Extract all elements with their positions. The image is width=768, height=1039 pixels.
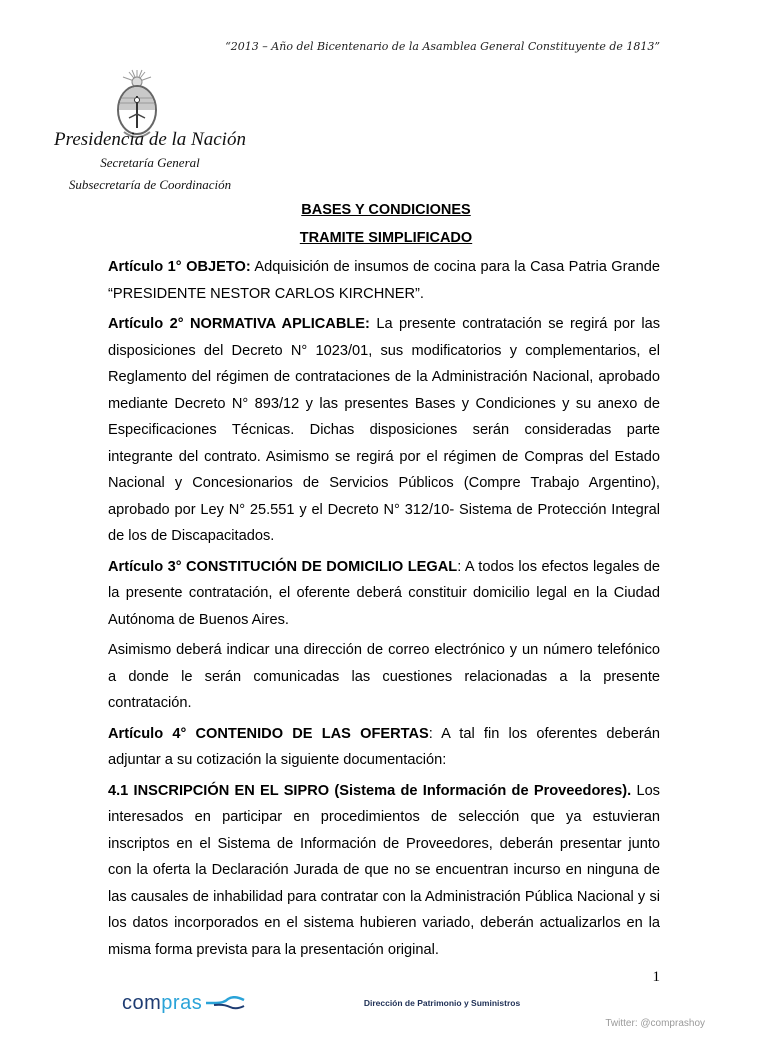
article-label: 4.1 INSCRIPCIÓN EN EL SIPRO (Sistema de Información de Proveedores). (108, 782, 632, 799)
footer-direccion: Dirección de Patrimonio y Suministros (363, 998, 521, 1008)
document-body (108, 254, 660, 963)
compras-logo-part1: com (122, 992, 162, 1014)
article-text: Adquisición de insumos de cocina para la Casa Patria Grande “PRESIDENTE NESTOR CARLOS KIRCHNER”. (108, 259, 660, 302)
secretaria-name: Secretaría General (100, 155, 200, 170)
document-subtitle: TRAMITE SIMPLIFICADO (299, 230, 473, 246)
article-label: Artículo 2° NORMATIVA APLICABLE: (108, 316, 370, 332)
article-label: Artículo 3° CONSTITUCIÓN DE DOMICILIO LEGAL (108, 558, 458, 575)
article-3 (108, 554, 660, 634)
document-title: BASES Y CONDICIONES (301, 202, 471, 218)
article-1 (108, 254, 660, 307)
article-text: : A todos los efectos legales de la presente contratación, el oferente deberá constituir domicilio legal en la Ciudad Autónoma de Buenos Aires. (108, 558, 660, 628)
subsecretaria-name: Subsecretaría de Coordinación (68, 177, 232, 192)
article-2 (108, 311, 660, 550)
compras-wave-icon (206, 996, 246, 1010)
compras-logo-part2: pras (161, 992, 203, 1014)
article-label: Artículo 1° OBJETO: (108, 259, 251, 275)
page-number: 1 (652, 969, 660, 985)
footer-twitter: Twitter: @comprashoy (605, 1018, 705, 1029)
article-3-continued (108, 637, 660, 717)
compras-logo (122, 991, 246, 1015)
header-quote: “2013 – Año del Bicentenario de la Asamblea General Constituyente de 1813” (225, 40, 660, 53)
article-4 (108, 721, 660, 774)
org-name: Presidencia de la Nación (54, 129, 246, 150)
article-text: Asimismo deberá indicar una dirección de correo electrónico y un número telefónico a donde le serán comunicadas las cuestiones relacionadas a la presente contratación. (108, 642, 660, 711)
article-text: Los interesados en participar en procedimientos de selección que ya estuvieran inscriptos en el Sistema de Información de Proveedores, deberán presentar junto con la oferta la Declaración Jurada de que no se encuentran incurso en ninguna de las causales de inhabilidad para contratar con la Administración Pública Nacional y si los datos incorporados en el sistema hubieren variado, deberán actualizarlos en la misma forma prevista para la presentación original. (108, 782, 660, 958)
article-text: : A tal fin los oferentes deberán adjuntar a su cotización la siguiente documentación: (108, 725, 660, 768)
article-text: La presente contratación se regirá por las disposiciones del Decreto N° 1023/01, sus modificatorios y complementarios, el Reglamento del régimen de contrataciones de la Administración Nacional, aprobado mediante Decreto N° 893/12 y las presentes Bases y Condiciones y su anexo de Especificaciones Técnicas. Dichas disposiciones serán consideradas parte integrante del contrato. Asimismo se regirá por el régimen de Compras del Estado Nacional y Concesionarios de Servicios Públicos (Compre Trabajo Argentino), aprobado por Ley N° 25.551 y el Decreto N° 312/10- Sistema de Protección Integral de los de Discapacitados. (108, 316, 661, 544)
section-4-1 (108, 778, 660, 964)
page-footer (0, 991, 768, 1039)
article-label: Artículo 4° CONTENIDO DE LAS OFERTAS (108, 725, 429, 742)
